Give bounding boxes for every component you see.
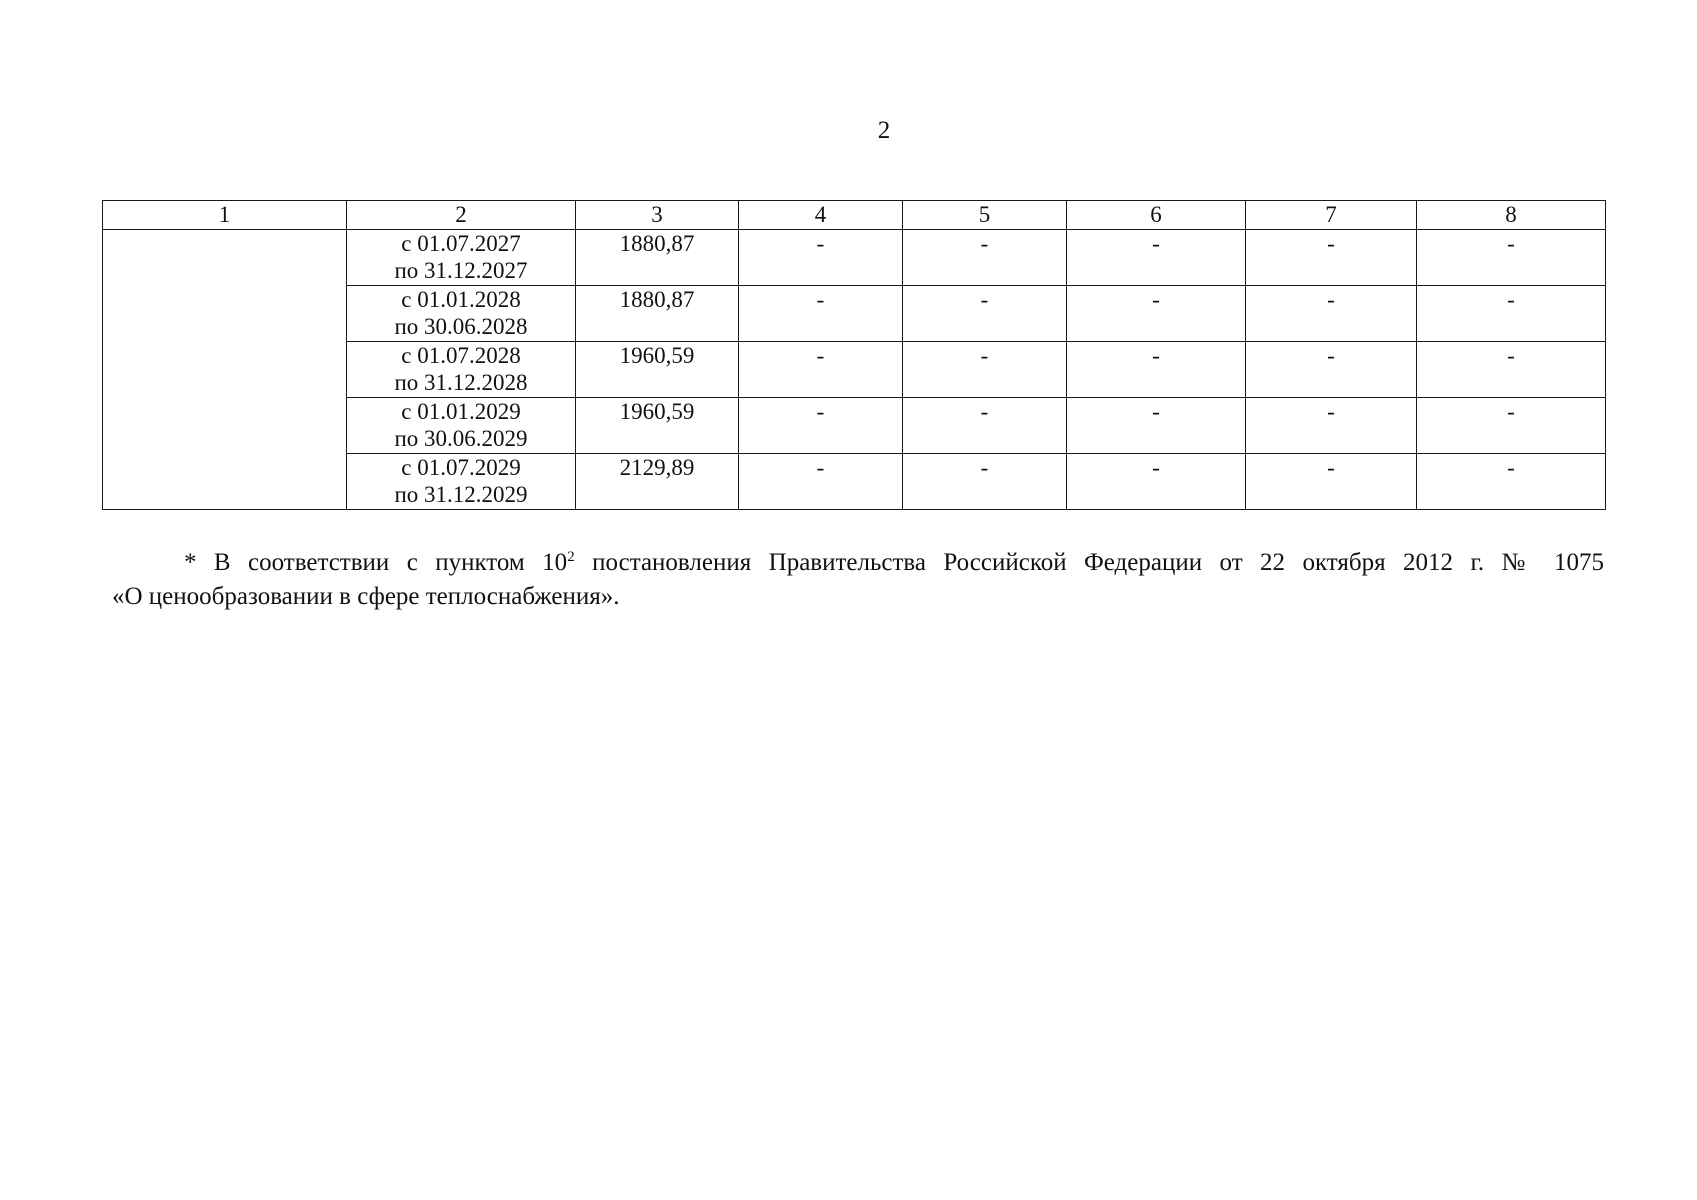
period-from: с 01.07.2028 (401, 343, 521, 368)
period-from: с 01.01.2029 (401, 399, 521, 424)
dash-cell: - (1417, 454, 1606, 510)
table-header-row (103, 201, 1606, 230)
column-number-1: 1 (103, 201, 347, 230)
dash-cell: - (1067, 398, 1246, 454)
dash-cell: - (1417, 398, 1606, 454)
column-number-2: 2 (347, 201, 576, 230)
footnote-text-end: постановления Правительства Российской Федерации от 22 октября 2012 г. № 1075 (574, 549, 1605, 576)
page-number: 2 (877, 117, 891, 144)
tariff-value-cell: 1880,87 (576, 286, 739, 342)
dash-cell: - (1417, 230, 1606, 286)
period-to: по 31.12.2029 (394, 482, 528, 507)
footnote (112, 546, 1604, 614)
dash-cell: - (903, 454, 1067, 510)
tariff-value-cell: 1880,87 (576, 230, 739, 286)
period-cell (347, 230, 576, 286)
dash-cell: - (739, 454, 903, 510)
footnote-line-2: «О ценообразовании в сфере теплоснабжения». (112, 583, 620, 610)
period-to: по 31.12.2027 (394, 258, 528, 283)
dash-cell: - (903, 398, 1067, 454)
column-number-5: 5 (903, 201, 1067, 230)
dash-cell: - (739, 230, 903, 286)
dash-cell: - (1246, 398, 1417, 454)
footnote-text-start: * В соответствии с пунктом 10 (184, 549, 568, 576)
tariff-value-cell: 1960,59 (576, 342, 739, 398)
dash-cell: - (1067, 230, 1246, 286)
table-row (103, 230, 1606, 286)
empty-merged-cell (103, 230, 347, 510)
period-to: по 31.12.2028 (394, 370, 528, 395)
dash-cell: - (1067, 286, 1246, 342)
period-to: по 30.06.2028 (394, 314, 528, 339)
column-number-7: 7 (1246, 201, 1417, 230)
dash-cell: - (1246, 342, 1417, 398)
period-to: по 30.06.2029 (394, 426, 528, 451)
period-cell (347, 398, 576, 454)
footnote-line-1 (112, 546, 1604, 580)
dash-cell: - (1417, 342, 1606, 398)
period-from: с 01.01.2028 (401, 287, 521, 312)
dash-cell: - (1246, 286, 1417, 342)
period-from: с 01.07.2027 (401, 231, 521, 256)
dash-cell: - (1246, 230, 1417, 286)
dash-cell: - (903, 286, 1067, 342)
dash-cell: - (1417, 286, 1606, 342)
period-cell (347, 454, 576, 510)
dash-cell: - (1246, 454, 1417, 510)
tariff-value-cell: 1960,59 (576, 398, 739, 454)
period-cell (347, 342, 576, 398)
dash-cell: - (1067, 342, 1246, 398)
tariff-table (102, 200, 1606, 510)
footnote-superscript: 2 (567, 549, 575, 565)
dash-cell: - (903, 342, 1067, 398)
tariff-value-cell: 2129,89 (576, 454, 739, 510)
dash-cell: - (739, 286, 903, 342)
column-number-8: 8 (1417, 201, 1606, 230)
column-number-6: 6 (1067, 201, 1246, 230)
column-number-4: 4 (739, 201, 903, 230)
dash-cell: - (1067, 454, 1246, 510)
dash-cell: - (739, 342, 903, 398)
column-number-3: 3 (576, 201, 739, 230)
dash-cell: - (903, 230, 1067, 286)
dash-cell: - (739, 398, 903, 454)
period-from: с 01.07.2029 (401, 455, 521, 480)
period-cell (347, 286, 576, 342)
